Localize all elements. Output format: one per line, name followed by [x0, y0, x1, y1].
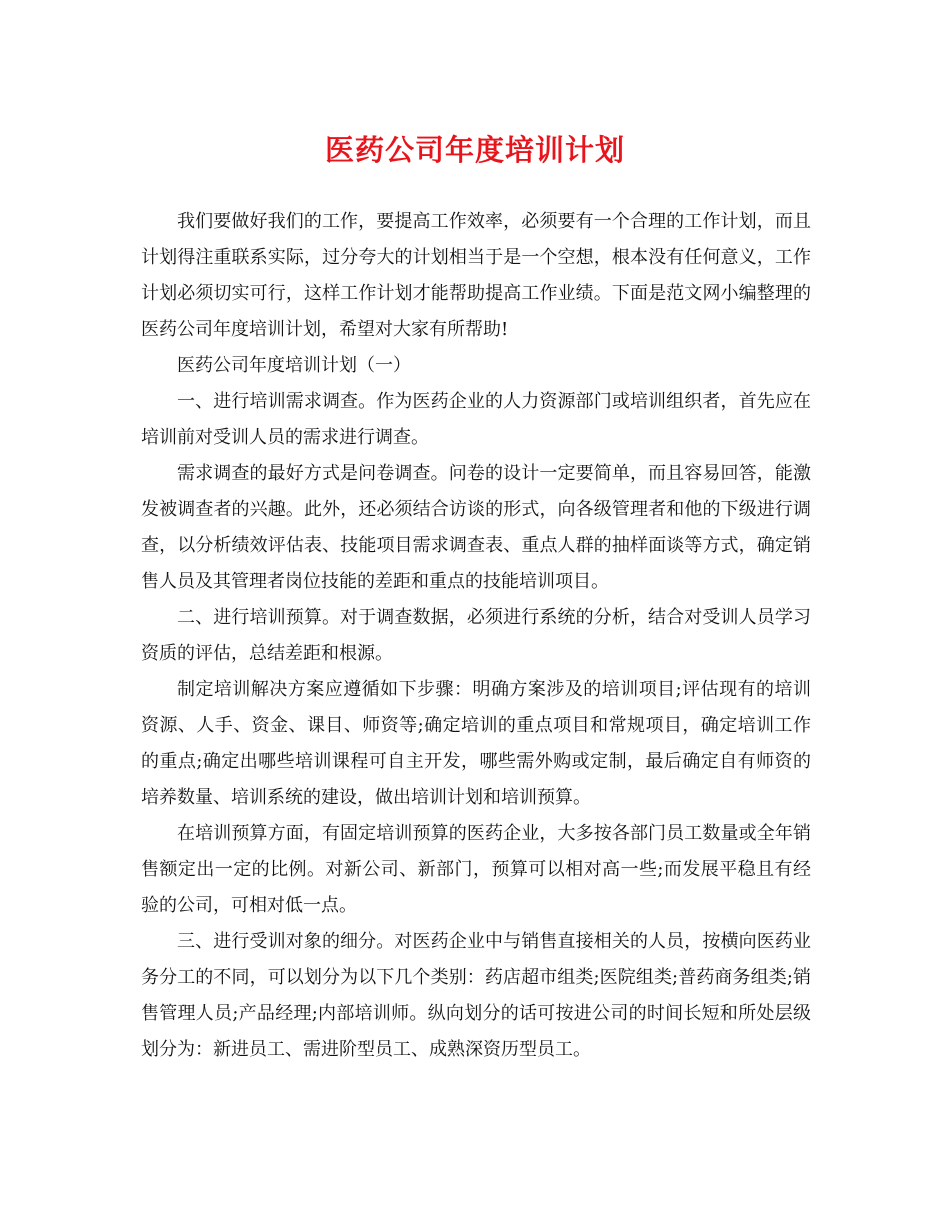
paragraph-survey-method: 需求调查的最好方式是问卷调查。问卷的设计一定要简单，而且容易回答，能激发被调查者的兴趣。此外，还必须结合访谈的形式，向各级管理者和他的下级进行调查，以分析绩效评估表、技能项目需求调查表、重点人群的抽样面谈等方式，确定销售人员及其管理者岗位技能的差距和重点的技能培训项目。: [141, 463, 811, 592]
paragraph-intro: 我们要做好我们的工作，要提高工作效率，必须要有一个合理的工作计划，而且计划得注重联系实际，过分夸大的计划相当于是一个空想，根本没有任何意义，工作计划必须切实可行，这样工作计划才能帮助提高工作业绩。下面是范文网小编整理的医药公司年度培训计划，希望对大家有所帮助!: [141, 211, 811, 340]
document-title: 医药公司年度培训计划: [324, 133, 625, 167]
paragraph-solution-steps: 制定培训解决方案应遵循如下步骤：明确方案涉及的培训项目;评估现有的培训资源、人手、资金、课目、师资等;确定培训的重点项目和常规项目，确定培训工作的重点;确定出哪些培训课程可自主开发，哪些需外购或定制，最后确定自有师资的培养数量、培训系统的建设，做出培训计划和培训预算。: [141, 679, 811, 808]
paragraph-needs-survey: 一、进行培训需求调查。作为医药企业的人力资源部门或培训组织者，首先应在培训前对受训人员的需求进行调查。: [141, 391, 811, 448]
paragraph-budget-ratio: 在培训预算方面，有固定培训预算的医药企业，大多按各部门员工数量或全年销售额定出一定的比例。对新公司、新部门，预算可以相对高一些;而发展平稳且有经验的公司，可相对低一点。: [141, 823, 811, 916]
paragraph-trainee-segmentation: 三、进行受训对象的细分。对医药企业中与销售直接相关的人员，按横向医药业务分工的不同，可以划分为以下几个类别：药店超市组类;医院组类;普药商务组类;销售管理人员;产品经理;内部培训师。纵向划分的话可按进公司的时间长短和所处层级划分为：新进员工、需进阶型员工、成熟深资历型员工。: [141, 931, 811, 1060]
paragraph-budget: 二、进行培训预算。对于调查数据，必须进行系统的分析，结合对受训人员学习资质的评估，总结差距和根源。: [141, 607, 811, 664]
document-body: [141, 204, 811, 1068]
paragraph-section-heading: 医药公司年度培训计划（一）: [177, 355, 411, 376]
